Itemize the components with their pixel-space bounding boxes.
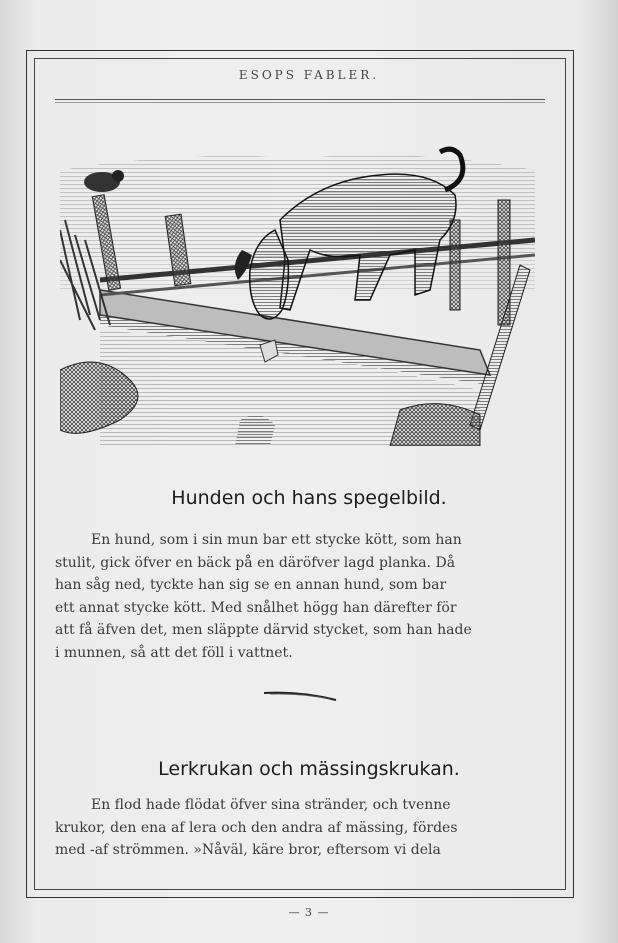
ornament-dash-icon	[260, 688, 340, 702]
fable2-line: krukor, den ena af lera och den andra af mässing, fördes	[55, 819, 458, 836]
fable1-paragraph	[55, 529, 557, 664]
fable1-line: En hund, som i sin mun bar ett stycke kött, som han	[91, 532, 462, 548]
fable2-title: Lerkrukan och mässingskrukan.	[158, 758, 460, 780]
header-rule	[55, 99, 545, 103]
fable1-title: Hunden och hans spegelbild.	[171, 487, 447, 509]
fable1-line: han såg ned, tyckte han sig se en annan hund, som bar	[55, 577, 447, 593]
page-number: — 3 —	[288, 906, 330, 919]
fable2-line: En flod hade flödat öfver sina stränder, och tvenne	[91, 797, 451, 813]
fable2-paragraph	[55, 794, 557, 862]
fable1-line: ett annat stycke kött. Med snålhet högg han därefter för	[55, 599, 457, 616]
dog-on-plank-engraving-icon	[60, 140, 535, 446]
running-head: ESOPS FABLER.	[238, 68, 380, 82]
fable1-line: i munnen, så att det föll i vattnet.	[55, 644, 293, 661]
fable1-line: att få äfven det, men släppte därvid stycket, som han hade	[55, 622, 472, 638]
fable2-line: med -af strömmen. »Nåväl, käre bror, eftersom vi dela	[55, 842, 441, 858]
fable1-line: stulit, gick öfver en bäck på en däröfver lagd planka. Då	[55, 554, 456, 571]
